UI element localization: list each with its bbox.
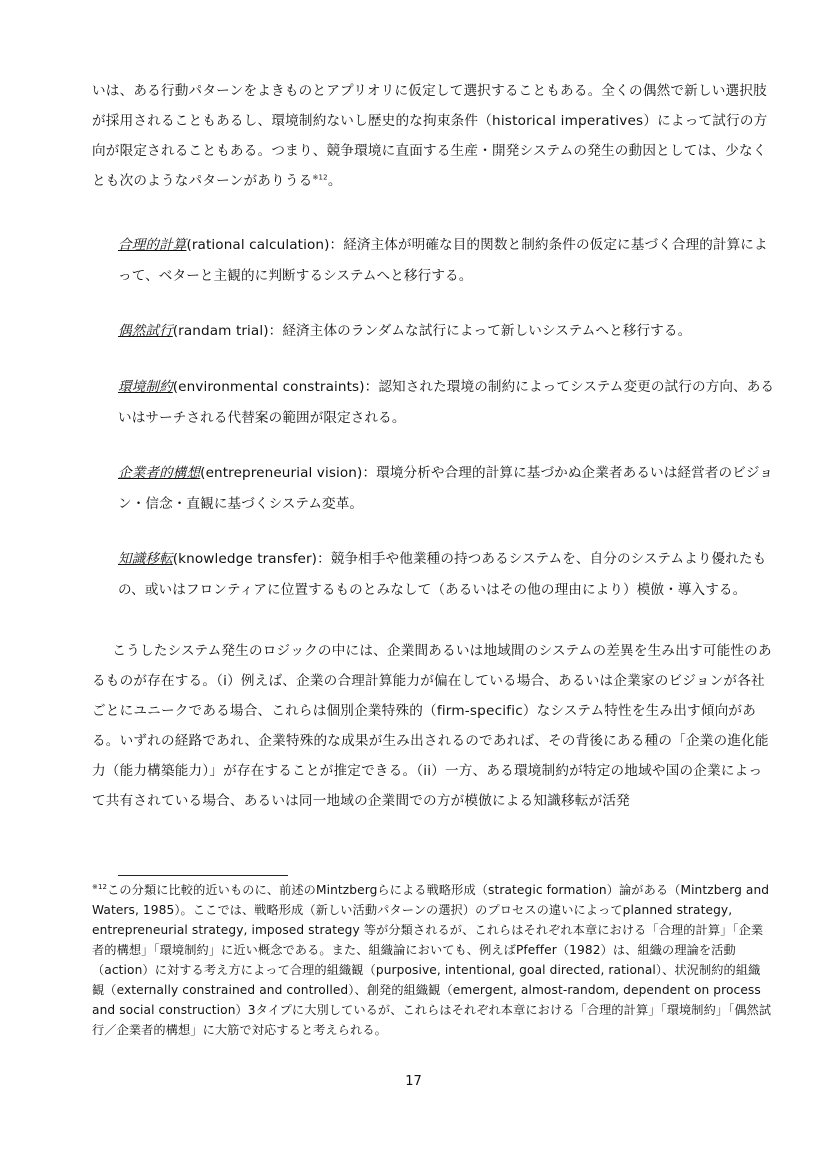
intro-end: 。 [327, 173, 342, 189]
definition-separator: ： [268, 323, 283, 339]
definition-rational-calculation [118, 230, 778, 292]
definition-text: 経済主体が明確な目的関数と制約条件の仮定に基づく合理的計算によって、ベターと主観的に判断するシステムへと移行する。 [118, 237, 768, 284]
definition-english: (knowledge transfer) [172, 551, 318, 567]
footnote-reference: ※12 [312, 173, 328, 182]
definition-term: 企業者的構想 [118, 465, 201, 481]
definition-term: 知識移転 [118, 551, 173, 567]
definition-term: 偶然試行 [118, 323, 173, 339]
definition-term: 環境制約 [118, 379, 173, 395]
definition-text: 経済主体のランダムな試行によって新しいシステムへと移行する。 [282, 323, 692, 339]
definition-english: (environmental constraints) [172, 379, 365, 395]
footnote-text: この分類に比較的近いものに、前述のMintzbergらによる戦略形成（strategic formation）論がある（Mintzberg and Waters, 1985）。ここでは、戦略形成（新しい活動パターンの選択）のプロセスの違いによってplanned strategy, entrepreneurial strategy, imposed strategy 等が分類されるが、これらはそれぞれ本章における「合理的計算」「企業者的構想」「環境制約」に近い概念である。また、組織論においても、例えばPfeffer（1982）は、組織の理論を活動（action）に対する考え方によって合理的組織観（purposive, intentional, goal directed, rational）、状況制約的組織観（externally constrained and controlled）、創発的組織観（emergent, almost-random, dependent on process and social construction）3タイプに大別しているが、これらはそれぞれ本章における「合理的計算」「環境制約」「偶然試行／企業者的構想」に大筋で対応すると考えられる。 [92, 883, 772, 1037]
body-paragraph: こうしたシステム発生のロジックの中には、企業間あるいは地域間のシステムの差異を生み出す可能性のあるものが存在する。（i）例えば、企業の合理計算能力が偏在している場合、あるいは企業家のビジョンが各社ごとにユニークである場合、これらは個別企業特殊的（firm-specific）なシステム特性を生み出す傾向がある。いずれの経路であれ、企業特殊的な成果が生み出されるのであれば、その背後にある種の「企業の進化能力（能力構築能力）」が存在することが推定できる。（ii）一方、ある環境制約が特定の地域や国の企業によって共有されている場合、あるいは同一地域の企業間での方が模倣による知識移転が活発 [92, 643, 772, 809]
definition-text: 認知された環境の制約によってシステム変更の試行の方向、あるいはサーチされる代替案の範囲が限定される。 [118, 379, 775, 426]
page-number: 17 [405, 1074, 422, 1089]
definition-text: 競争相手や他業種の持つあるシステムを、自分のシステムより優れたもの、或いはフロンティアに位置するものとみなして（あるいはその他の理由により）模倣・導入する。 [118, 551, 767, 598]
footnote-mark: ※12 [92, 882, 108, 891]
footnote-divider [118, 875, 288, 876]
definition-separator: ： [317, 551, 331, 567]
definition-environmental-constraints [118, 372, 778, 434]
definition-english: (rational calculation) [186, 237, 330, 253]
definition-separator: ： [362, 465, 377, 481]
definition-term: 合理的計算 [118, 237, 187, 253]
definition-english: (entrepreneurial vision) [200, 465, 363, 481]
definition-knowledge-transfer [118, 544, 778, 606]
definition-entrepreneurial-vision [118, 458, 778, 520]
definition-english: (randam trial) [172, 323, 269, 339]
definition-text: 環境分析や合理的計算に基づかぬ企業者あるいは経営者のビジョン・信念・直観に基づくシステム変革。 [118, 465, 773, 512]
footnote [92, 880, 772, 1040]
intro-text: いは、ある行動パターンをよきものとアプリオリに仮定して選択することもある。全くの偶然で新しい選択肢が採用されることもあるし、環境制約ないし歴史的な拘束条件（historical imperatives）によって試行の方向が限定されることもある。つまり、競争環境に直面する生産・開発システムの発生の動因としては、少なくとも次のようなパターンがありうる [92, 83, 768, 189]
definition-separator: ： [364, 379, 379, 395]
intro-paragraph [92, 76, 772, 196]
definition-separator: ： [329, 237, 344, 253]
definition-random-trial [118, 316, 778, 347]
